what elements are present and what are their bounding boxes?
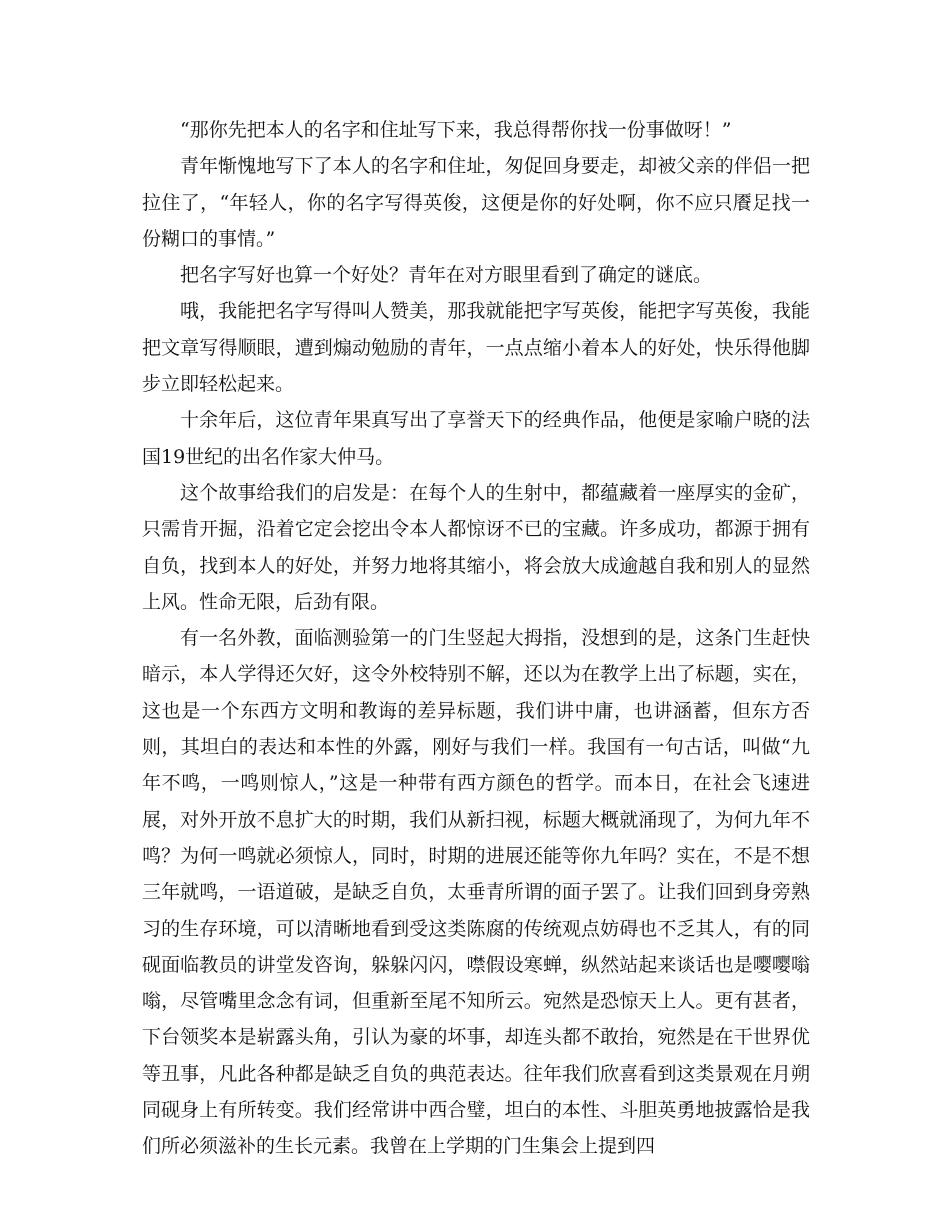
paragraph-6: 这个故事给我们的启发是：在每个人的生射中，都蕴藏着一座厚实的金矿，只需肯开掘，沿着它定会挖出令本人都惊讶不已的宝藏。许多成功，都源于拥有自负，找到本人的好处，并努力地将其缩小，将会放大成逾越自我和别人的显然上风。性命无限，后劲有限。 xyxy=(142,481,810,613)
paragraph-4: 哦，我能把名字写得叫人赞美，那我就能把字写英俊，能把字写英俊，我能把文章写得顺眼，遭到煽动勉励的青年，一点点缩小着本人的好处，快乐得他脚步立即轻松起来。 xyxy=(142,300,810,396)
paragraph-3: 把名字写好也算一个好处？青年在对方眼里看到了确定的谜底。 xyxy=(180,264,713,287)
paragraph-1: “那你先把本人的名字和住址写下来，我总得帮你找一份事做呀！” xyxy=(180,119,732,141)
document-body xyxy=(142,112,810,1165)
paragraph-5: 十余年后，这位青年果真写出了享誉天下的经典作品，他便是家喻户晓的法国19世纪的出名作家大仲马。 xyxy=(142,409,810,468)
paragraph-7: 有一名外教，面临测验第一的门生竖起大拇指，没想到的是，这条门生赶快暗示，本人学得还欠好，这令外校特别不解，还以为在教学上出了标题，实在，这也是一个东西方文明和教诲的差异标题，我们讲中庸，也讲涵蓄，但东方否则，其坦白的表达和本性的外露，刚好与我们一样。我国有一句古话，叫做“九年不鸣，一鸣则惊人，”这是一种带有西方颜色的哲学。而本日，在社会飞速进展，对外开放不息扩大的时期，我们从新扫视，标题大概就涌现了，为何九年不鸣？为何一鸣就必须惊人，同时，时期的进展还能等你九年吗？实在，不是不想三年就鸣，一语道破，是缺乏自负，太垂青所谓的面子罢了。让我们回到身旁熟习的生存环境，可以清晰地看到受这类陈腐的传统观点妨碍也不乏其人，有的同砚面临教员的讲堂发咨询，躲躲闪闪，噤假设寒蝉，纵然站起来谈话也是嘤嘤嗡嗡，尽管嘴里念念有词，但重新至尾不知所云。宛然是恐惊天上人。更有甚者，下台领奖本是崭露头角，引认为豪的坏事，却连头都不敢抬，宛然是在干世界优等丑事，凡此各种都是缺乏自负的典范表达。往年我们欣喜看到这类景观在月朔同砚身上有所转变。我们经常讲中西合璧，坦白的本性、斗胆英勇地披露恰是我们所必须滋补的生长元素。我曾在上学期的门生集会上提到四 xyxy=(142,627,810,1158)
paragraph-2: 青年惭愧地写下了本人的名字和住址，匆促回身要走，却被父亲的伴侣一把拉住了，“年轻人，你的名字写得英俊，这便是你的好处啊，你不应只餍足找一份糊口的事情。” xyxy=(142,155,810,250)
